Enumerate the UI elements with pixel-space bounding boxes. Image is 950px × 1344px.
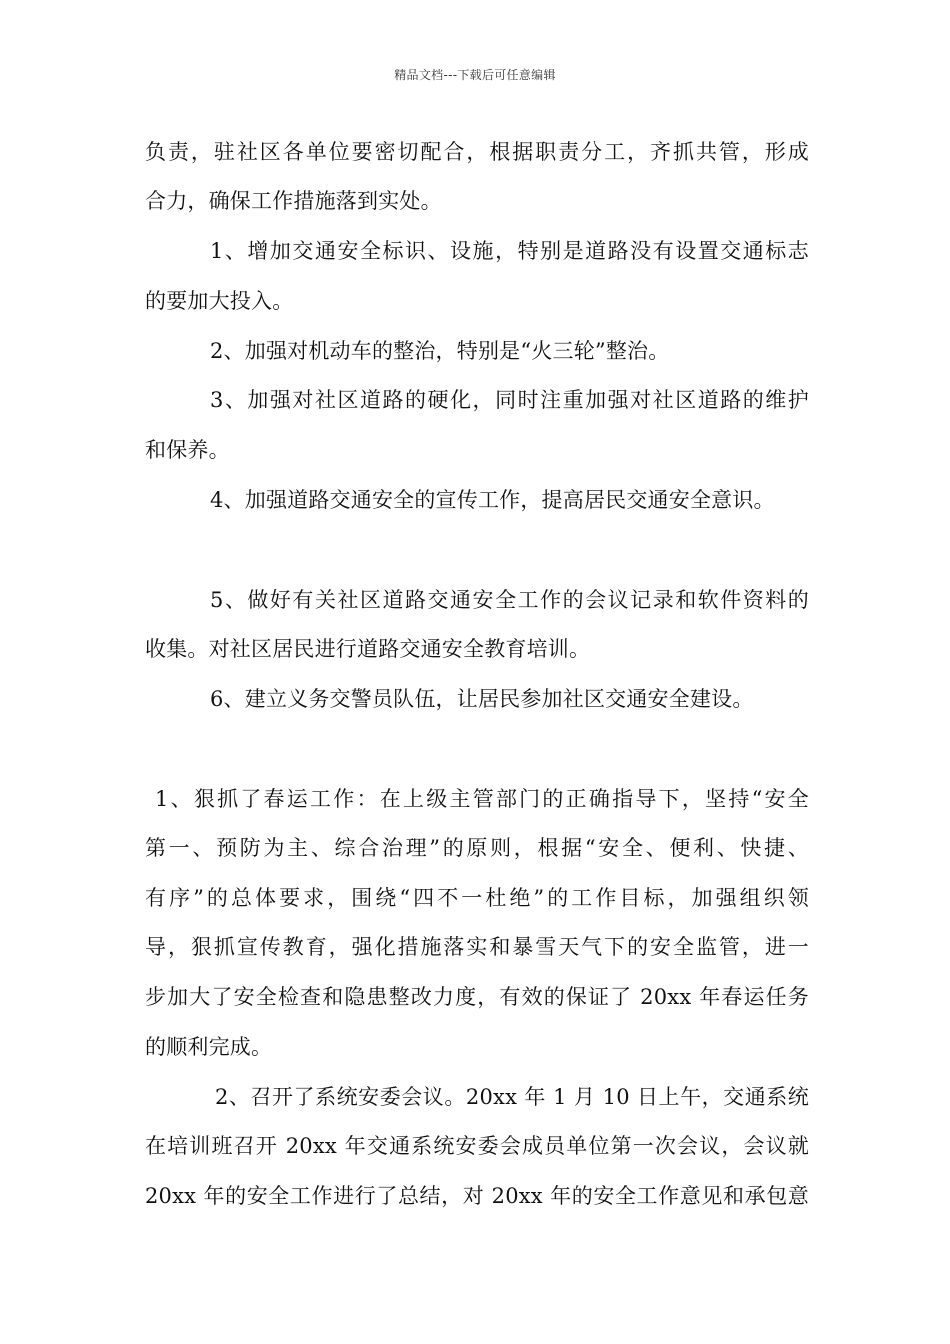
text-line: 4、加强道路交通安全的宣传工作，提高居民交通安全意识。 bbox=[210, 488, 775, 512]
text-line: 步加大了安全检查和隐患整改力度，有效的保证了 20xx 年春运任务 bbox=[145, 985, 809, 1009]
text-line: 2、召开了系统安委会议。20xx 年 1 月 10 日上午，交通系统 bbox=[215, 1085, 809, 1109]
text-line: 1、增加交通安全标识、设施，特别是道路没有设置交通标志 bbox=[210, 239, 809, 263]
text-line: 和保养。 bbox=[145, 438, 230, 462]
text-line: 导，狠抓宣传教育，强化措施落实和暴雪天气下的安全监管，进一 bbox=[145, 935, 809, 959]
text-line: 有序”的总体要求，围绕“四不一杜绝”的工作目标，加强组织领 bbox=[145, 886, 809, 910]
text-line: 6、建立义务交警员队伍，让居民参加社区交通安全建设。 bbox=[210, 687, 754, 711]
text-line: 1、狠抓了春运工作：在上级主管部门的正确指导下，坚持“安全 bbox=[155, 787, 809, 811]
text-line: 负责，驻社区各单位要密切配合，根据职责分工，齐抓共管，形成 bbox=[145, 140, 809, 164]
page-header: 精品文档---下载后可任意编辑 bbox=[394, 68, 556, 82]
text-line: 的要加大投入。 bbox=[145, 289, 294, 313]
text-line: 5、做好有关社区道路交通安全工作的会议记录和软件资料的 bbox=[210, 588, 809, 612]
text-line: 第一、预防为主、综合治理”的原则，根据“安全、便利、快捷、 bbox=[145, 836, 809, 860]
text-line: 收集。对社区居民进行道路交通安全教育培训。 bbox=[145, 637, 591, 661]
text-line: 的顺利完成。 bbox=[145, 1035, 273, 1059]
text-line: 20xx 年的安全工作进行了总结，对 20xx 年的安全工作意见和承包意 bbox=[145, 1184, 809, 1208]
text-line: 2、加强对机动车的整治，特别是“火三轮”整治。 bbox=[210, 339, 670, 363]
text-line: 在培训班召开 20xx 年交通系统安委会成员单位第一次会议，会议就 bbox=[145, 1134, 809, 1158]
text-line: 合力，确保工作措施落到实处。 bbox=[145, 189, 442, 213]
text-line: 3、加强对社区道路的硬化，同时注重加强对社区道路的维护 bbox=[210, 388, 809, 412]
